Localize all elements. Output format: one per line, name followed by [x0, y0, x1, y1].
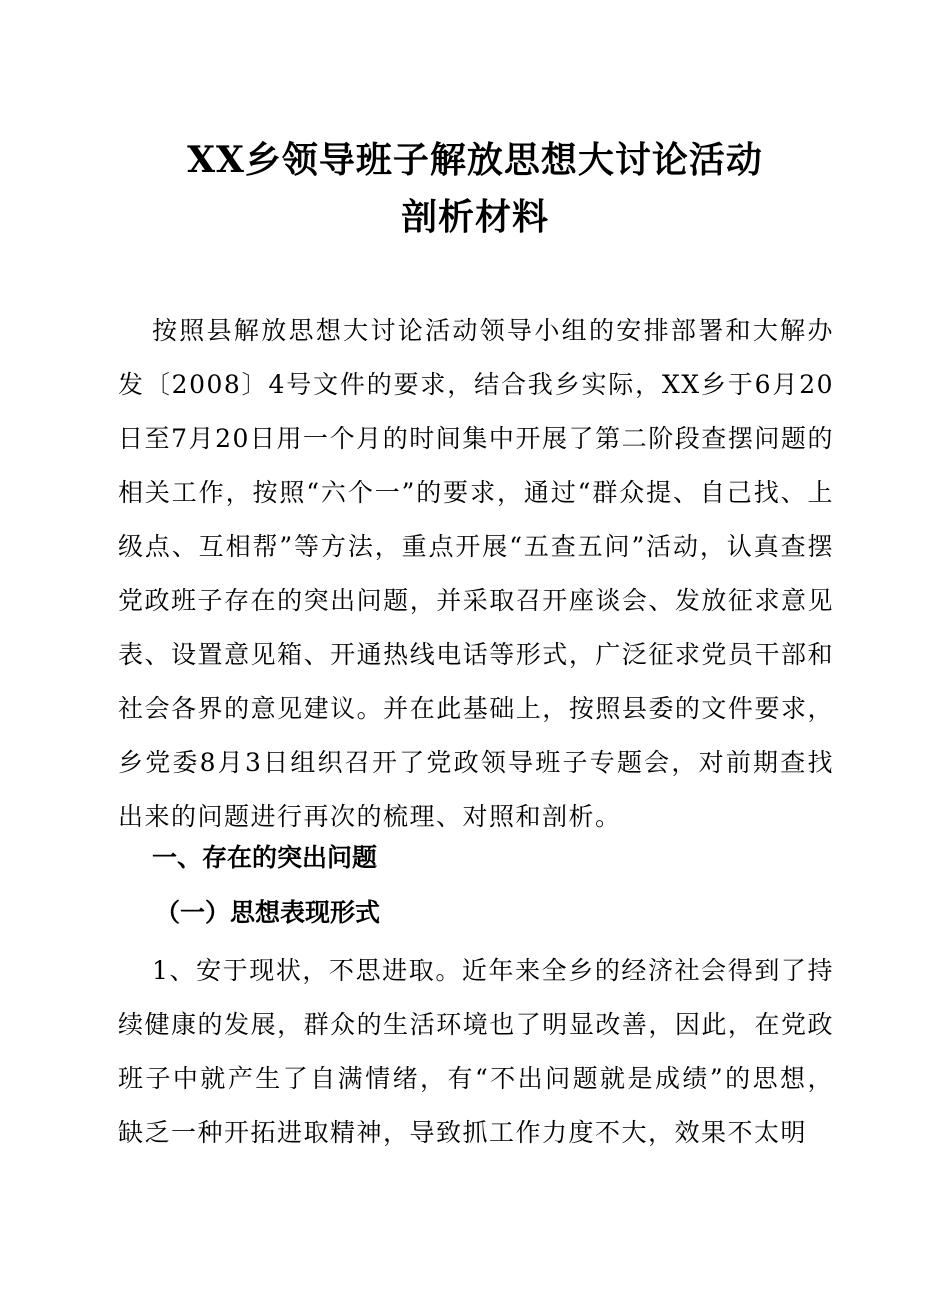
- section-heading-1: 一、存在的突出问题: [152, 843, 378, 872]
- subsection-heading-1: （一）思想表现形式: [155, 898, 381, 927]
- intro-paragraph: 按照县解放思想大讨论活动领导小组的安排部署和大解办发〔2008〕4号文件的要求，结合我乡实际，XX乡于6月20日至7月20日用一个月的时间集中开展了第二阶段查摆问题的相关工作，按照“六个一”的要求，通过“群众提、自己找、上级点、互相帮”等方法，重点开展“五查五问”活动，认真查摆党政班子存在的突出问题，并采取召开座谈会、发放征求意见表、设置意见箱、开通热线电话等形式，广泛征求党员干部和社会各界的意见建议。并在此基础上，按照县委的文件要求，乡党委8月3日组织召开了党政领导班子专题会，对前期查找出来的问题进行再次的梳理、对照和剖析。: [118, 316, 834, 831]
- document-title-line-2: 剖析材料: [400, 196, 549, 238]
- body-paragraph-1: 1、安于现状，不思进取。近年来全乡的经济社会得到了持续健康的发展，群众的生活环境也了明显改善，因此，在党政班子中就产生了自满情绪，有“不出问题就是成绩”的思想，缺乏一种开拓进取精神，导致抓工作力度不大，效果不太明: [118, 956, 834, 1147]
- document-title-line-1: XX乡领导班子解放思想大讨论活动: [187, 139, 763, 181]
